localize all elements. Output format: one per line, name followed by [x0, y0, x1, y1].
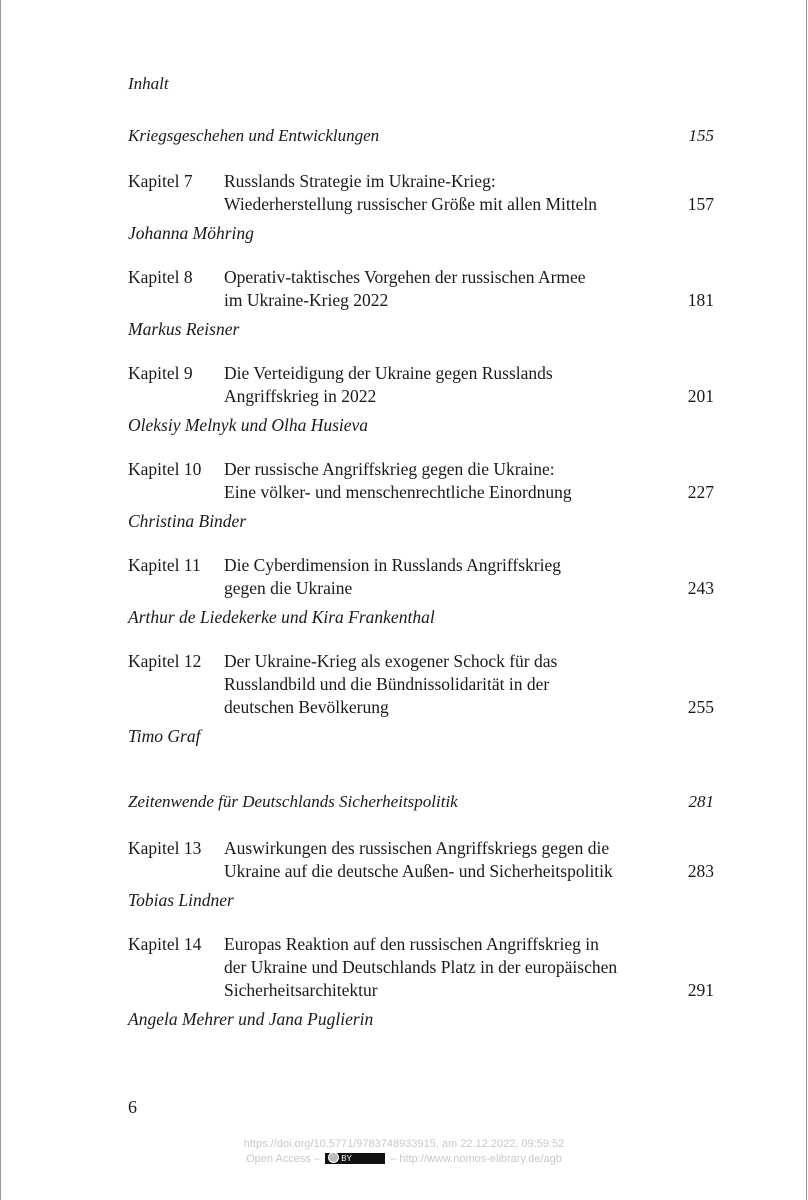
page-number: 6: [128, 1097, 137, 1117]
toc-entry-kapitel-14[interactable]: [128, 933, 714, 1031]
footer-doi-line[interactable]: https://doi.org/10.5771/9783748933915, am 22.12.2022, 09:59:52: [243, 1138, 565, 1150]
chapter-label: Kapitel 13: [128, 838, 202, 858]
chapter-title: Der russische Angriffskrieg gegen die Ukraine: Eine völker- und menschenrechtliche Einordnung: [224, 459, 572, 502]
toc-entry-kapitel-12[interactable]: [128, 650, 714, 748]
chapter-title: Der Ukraine-Krieg als exogener Schock für das Russlandbild und die Bündnissolidarität in der deutschen Bevölkerung: [224, 651, 558, 717]
section-title: Zeitenwende für Deutschlands Sicherheitspolitik: [128, 792, 458, 811]
chapter-page: 227: [687, 482, 714, 502]
footer-open-access: Open Access –: [246, 1153, 321, 1165]
toc-entry-kapitel-10[interactable]: [128, 458, 714, 533]
chapter-page: 201: [687, 386, 714, 406]
chapter-author: Markus Reisner: [128, 319, 240, 339]
page-frame-left: [0, 0, 1, 1200]
section-heading-zeitenwende[interactable]: [128, 792, 714, 812]
chapter-page: 255: [687, 697, 714, 717]
chapter-label: Kapitel 9: [128, 363, 193, 383]
chapter-page: 181: [687, 290, 714, 310]
cc-license-badge: BY: [325, 1153, 385, 1164]
section-page: 281: [688, 792, 714, 811]
chapter-author: Angela Mehrer und Jana Puglierin: [128, 1009, 374, 1029]
chapter-label: Kapitel 14: [128, 934, 202, 954]
chapter-title: Europas Reaktion auf den russischen Angriffskrieg in der Ukraine und Deutschlands Platz in der europäischen Sicherheitsarchitektur: [224, 934, 618, 1000]
toc-entry-kapitel-8[interactable]: [128, 266, 714, 341]
toc-entry-kapitel-13[interactable]: [128, 837, 714, 912]
chapter-label: Kapitel 8: [128, 267, 193, 287]
page-frame-right: [806, 0, 807, 1200]
chapter-author: Johanna Möhring: [128, 223, 254, 243]
chapter-page: 291: [687, 980, 714, 1000]
chapter-author: Arthur de Liedekerke und Kira Frankenthal: [128, 607, 435, 627]
section-heading-kriegsgeschehen[interactable]: [128, 126, 714, 146]
chapter-page: 283: [687, 861, 714, 881]
chapter-page: 243: [687, 578, 714, 598]
chapter-author: Oleksiy Melnyk und Olha Husieva: [128, 415, 369, 435]
chapter-title: Russlands Strategie im Ukraine-Krieg: Wiederherstellung russischer Größe mit allen Mitteln: [224, 171, 598, 214]
chapter-title: Operativ-taktisches Vorgehen der russischen Armee im Ukraine-Krieg 2022: [224, 267, 586, 310]
chapter-author: Timo Graf: [128, 726, 201, 746]
chapter-title: Die Cyberdimension in Russlands Angriffskrieg gegen die Ukraine: [224, 555, 562, 598]
section-page: 155: [688, 126, 714, 145]
chapter-label: Kapitel 11: [128, 555, 201, 575]
chapter-author: Christina Binder: [128, 511, 247, 531]
section-title: Kriegsgeschehen und Entwicklungen: [128, 126, 380, 145]
chapter-label: Kapitel 7: [128, 171, 193, 191]
chapter-author: Tobias Lindner: [128, 890, 234, 910]
toc-entry-kapitel-9[interactable]: [128, 362, 714, 437]
toc-entry-kapitel-7[interactable]: [128, 170, 714, 245]
chapter-label: Kapitel 10: [128, 459, 202, 479]
chapter-page: 157: [687, 194, 714, 214]
running-head: Inhalt: [128, 74, 169, 93]
toc-entry-kapitel-11[interactable]: [128, 554, 714, 629]
chapter-title: Die Verteidigung der Ukraine gegen Russlands Angriffskrieg in 2022: [224, 363, 553, 406]
chapter-title: Auswirkungen des russischen Angriffskriegs gegen die Ukraine auf die deutsche Außen- und Sicherheitspolitik: [224, 838, 613, 881]
chapter-label: Kapitel 12: [128, 651, 202, 671]
footer-agb-link[interactable]: – http://www.nomos-elibrary.de/agb: [390, 1153, 562, 1165]
cc-icon: [328, 1152, 339, 1163]
footer-license-line: [0, 1153, 808, 1165]
